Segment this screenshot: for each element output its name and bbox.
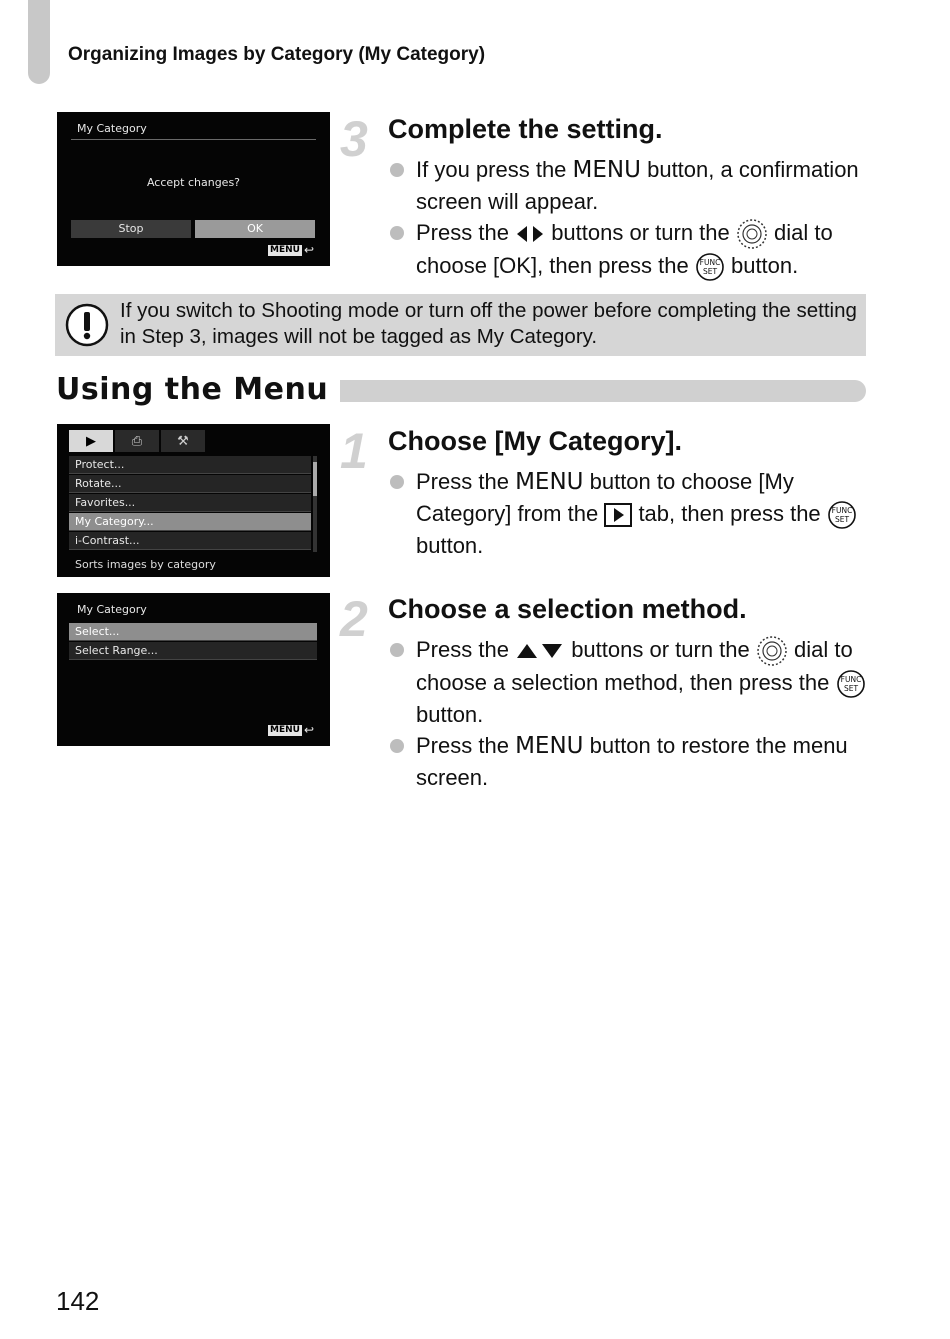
bullet-text: button to choose [My Category] from the [416, 469, 794, 526]
caution-box [55, 294, 866, 356]
func-set-button-icon [827, 500, 857, 530]
menu-hint: Sorts images by category [75, 558, 216, 571]
playback-tab-icon: ▶ [69, 430, 113, 452]
step-number: 3 [340, 111, 368, 167]
menu-scrollbar [313, 456, 317, 552]
camera-screen-menu [57, 424, 330, 577]
step-title: Complete the setting. [388, 114, 663, 144]
step-bullets [388, 466, 866, 561]
running-header: Organizing Images by Category (My Category) [68, 44, 486, 65]
step-title: Choose [My Category]. [388, 426, 683, 456]
return-icon: ↩ [303, 723, 314, 737]
menu-item-selected: My Category... [69, 513, 311, 531]
bullet-text: Press the [416, 637, 509, 662]
stop-button: Stop [71, 220, 191, 238]
ok-button: OK [195, 220, 315, 238]
screen-message: Accept changes? [146, 176, 241, 189]
bullet-text: buttons or turn the [571, 637, 750, 662]
step-1 [340, 423, 870, 566]
menu-item: i-Contrast... [69, 532, 311, 550]
bullet-text: button. [730, 253, 799, 279]
divider [71, 139, 316, 140]
setup-tab-icon: ⚒ [161, 430, 205, 452]
step-3 [340, 111, 870, 284]
menu-return-indicator [268, 725, 314, 736]
print-tab-icon: ⎙ [115, 430, 159, 452]
section-rule [340, 380, 866, 402]
control-dial-icon [756, 635, 788, 667]
bullet [388, 466, 866, 561]
bullet-text: dial to choose [OK], then press the [416, 220, 833, 279]
bullet [388, 154, 866, 217]
step-number: 1 [340, 423, 368, 479]
step-bullets [388, 634, 866, 793]
svg-text:FUNC: FUNC [699, 258, 721, 268]
camera-screen-select [57, 593, 330, 746]
bullet-text: dial to choose a selection method, then press the [416, 637, 853, 696]
bullet-text: If you press the [416, 157, 567, 182]
screen-title: My Category [77, 603, 147, 616]
chapter-tab [28, 0, 50, 84]
menu-item: Select Range... [69, 642, 317, 660]
bullet [388, 730, 866, 793]
menu-item: Protect... [69, 456, 311, 474]
caution-icon [64, 302, 110, 348]
bullet-text: Press the [416, 469, 509, 494]
control-dial-icon [736, 218, 768, 250]
menu-item: Rotate... [69, 475, 311, 493]
scrollbar-thumb [313, 462, 317, 496]
bullet-text: button. [416, 533, 484, 559]
bullet-dot [390, 163, 404, 177]
up-down-buttons-icon [515, 642, 565, 660]
menu-button-label: MENU [269, 725, 300, 735]
svg-text:SET: SET [834, 515, 849, 525]
menu-button-icon: MENU [515, 733, 584, 760]
camera-screen-confirm [57, 112, 330, 266]
step-bullets [388, 154, 866, 282]
return-icon: ↩ [303, 243, 314, 257]
menu-tabs [69, 430, 205, 452]
func-set-button-icon [836, 669, 866, 699]
menu-item-selected: Select... [69, 623, 317, 641]
bullet-dot [390, 475, 404, 489]
svg-text:SET: SET [702, 267, 717, 277]
bullet-dot [390, 226, 404, 240]
menu-button-icon: MENU [515, 469, 584, 495]
menu-button-icon: MENU [572, 157, 641, 183]
func-set-button-icon [695, 252, 725, 282]
playback-tab-icon [604, 503, 632, 527]
section-title: Using the Menu [56, 372, 329, 407]
step-2 [340, 591, 870, 794]
bullet [388, 217, 866, 282]
screen-title: My Category [77, 122, 147, 135]
bullet-text: button to restore the menu screen. [416, 733, 848, 791]
step-number: 2 [340, 591, 368, 647]
bullet-text: tab, then press the [638, 501, 821, 526]
step-title: Choose a selection method. [388, 594, 747, 624]
svg-text:FUNC: FUNC [831, 506, 853, 516]
bullet [388, 634, 866, 730]
menu-item: Favorites... [69, 494, 311, 512]
bullet-text: Press the [416, 220, 509, 245]
svg-text:SET: SET [843, 684, 858, 694]
bullet-dot [390, 643, 404, 657]
svg-text:FUNC: FUNC [840, 675, 861, 685]
bullet-dot [390, 739, 404, 753]
bullet-text: buttons or turn the [551, 220, 730, 245]
bullet-text: Press the [416, 733, 509, 759]
bullet-text: button, a confirmation screen will appear. [416, 157, 859, 214]
caution-text: If you switch to Shooting mode or turn off the power before completing the setting in Step 3, images will not be tagged as My Category. [120, 299, 857, 348]
menu-return-indicator [268, 245, 314, 256]
bullet-text: button. [416, 702, 484, 728]
menu-button-label: MENU [269, 245, 300, 255]
left-right-buttons-icon [515, 224, 545, 244]
page-number: 142 [56, 1286, 100, 1316]
